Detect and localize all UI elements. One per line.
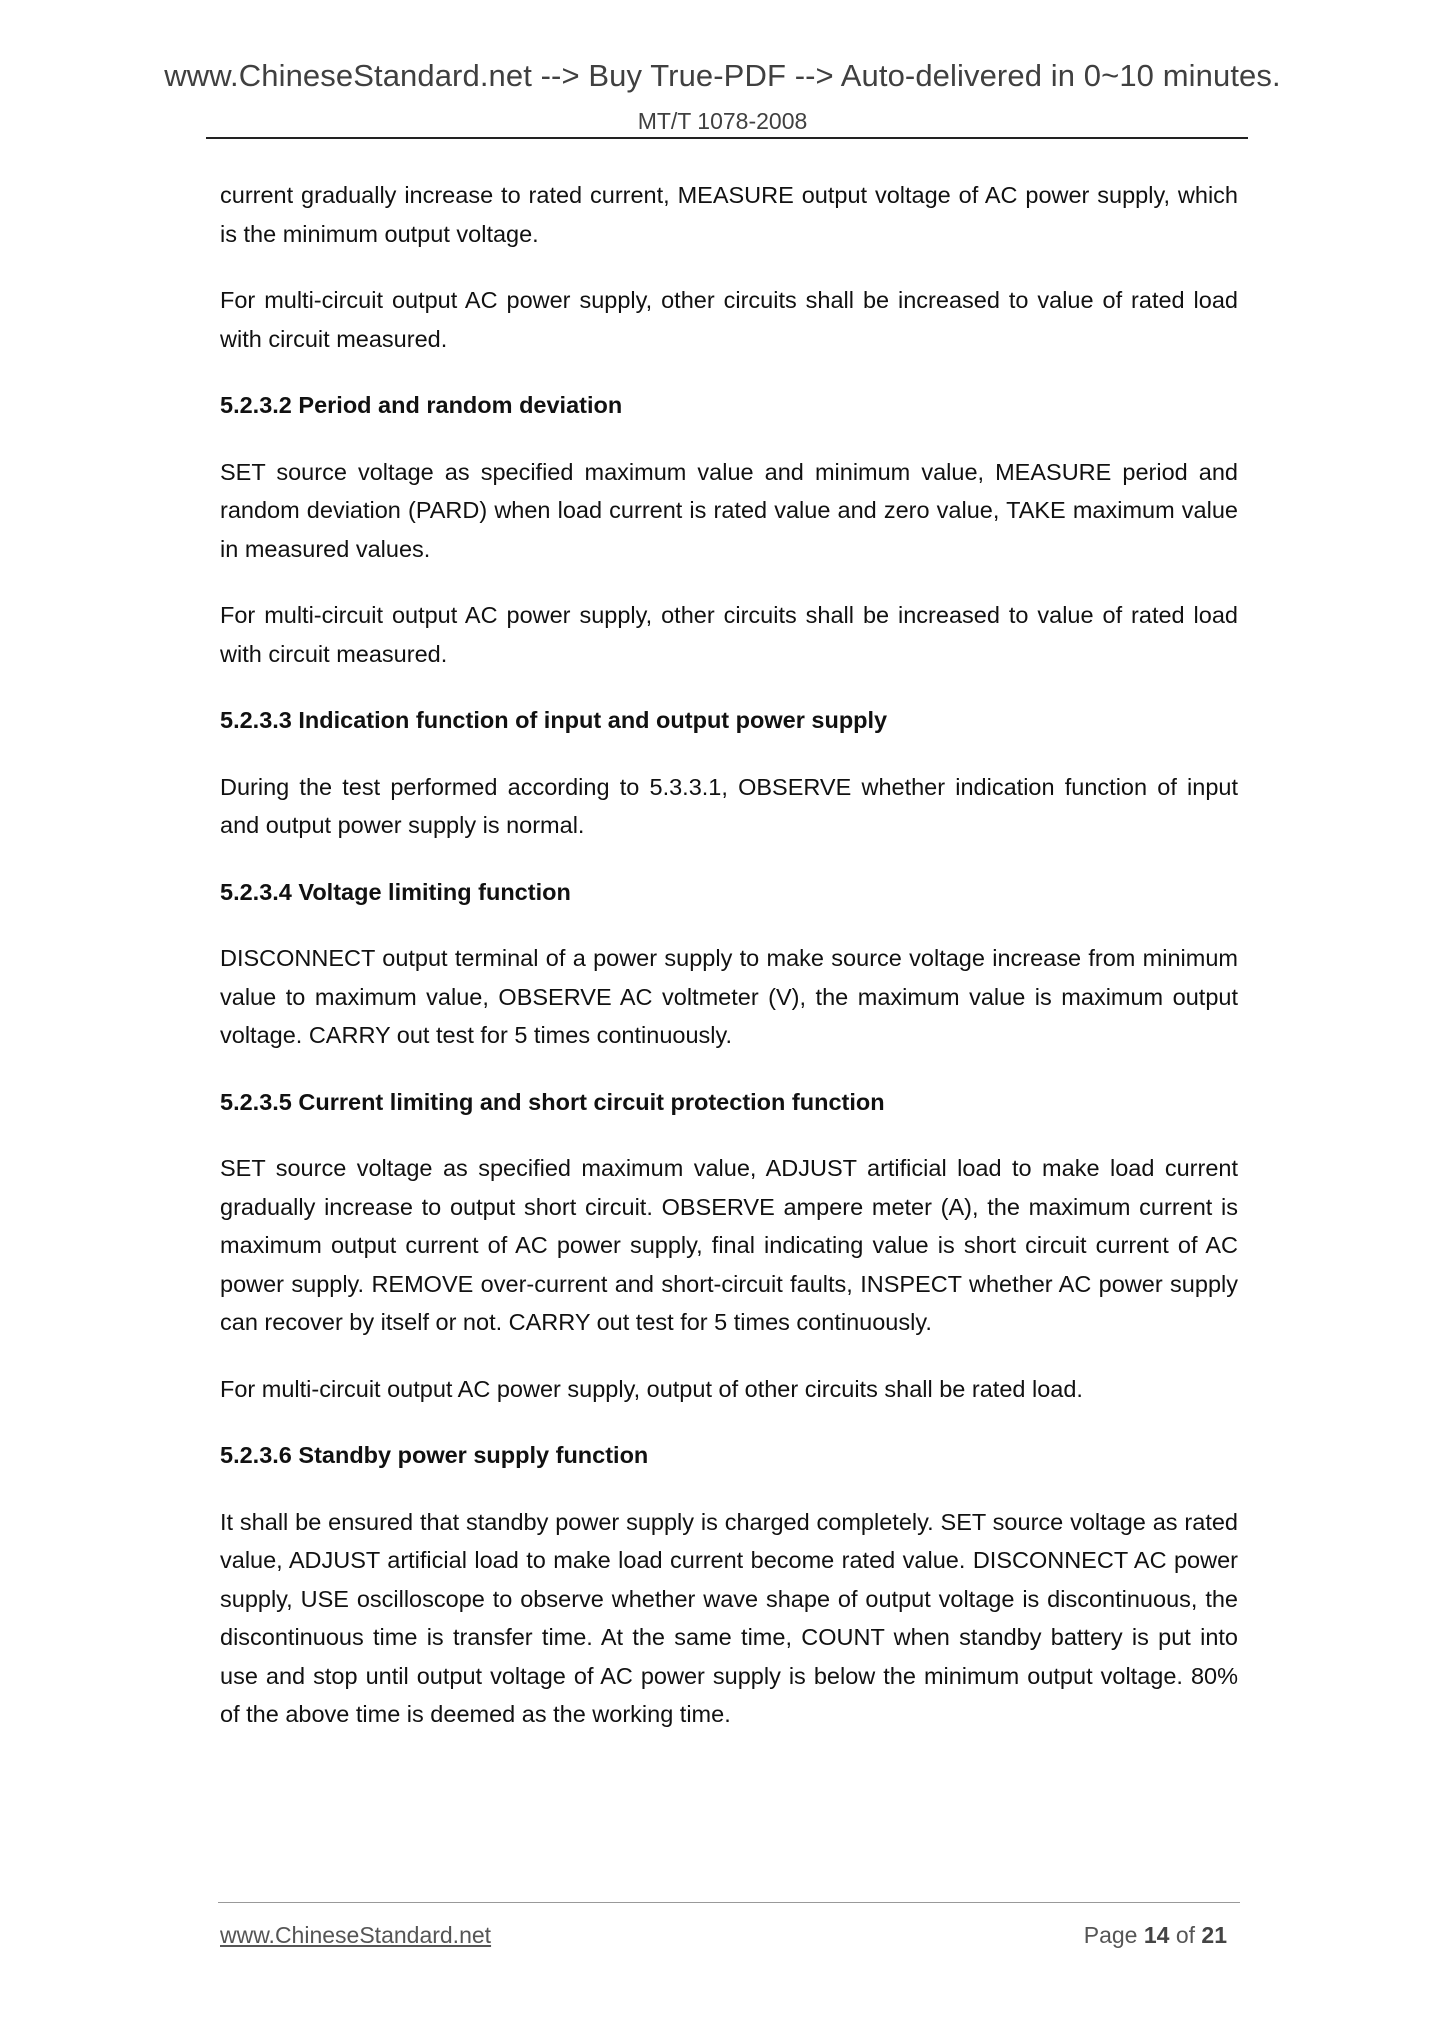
paragraph: For multi-circuit output AC power supply, other circuits shall be increased to value of rated load with circuit measured. bbox=[220, 287, 1238, 352]
paragraph: current gradually increase to rated current, MEASURE output voltage of AC power supply, which is the minimum output voltage. bbox=[220, 182, 1238, 247]
header-divider bbox=[206, 137, 1248, 139]
page-number bbox=[1084, 1922, 1227, 1949]
document-body bbox=[220, 176, 1238, 1762]
paragraph: During the test performed according to 5.3.3.1, OBSERVE whether indication function of input and output power supply is normal. bbox=[220, 773, 1238, 838]
footer-website-link[interactable]: www.ChineseStandard.net bbox=[220, 1922, 492, 1948]
section-heading-5-2-3-4: 5.2.3.4 Voltage limiting function bbox=[220, 878, 571, 905]
paragraph: SET source voltage as specified maximum value and minimum value, MEASURE period and random deviation (PARD) when load current is rated value and zero value, TAKE maximum value in measured values. bbox=[220, 458, 1238, 562]
paragraph: For multi-circuit output AC power supply, output of other circuits shall be rated load. bbox=[220, 1375, 1083, 1402]
paragraph: DISCONNECT output terminal of a power supply to make source voltage increase from minimum value to maximum value, OBSERVE AC voltmeter (V), the maximum value is maximum output voltage. CARRY out test for 5 times continuously. bbox=[220, 945, 1238, 1048]
page-label: Page bbox=[1083, 1922, 1138, 1948]
section-heading-5-2-3-2: 5.2.3.2 Period and random deviation bbox=[220, 392, 623, 418]
standard-code: MT/T 1078-2008 bbox=[637, 108, 808, 134]
page-current: 14 bbox=[1143, 1922, 1170, 1948]
footer-divider bbox=[218, 1902, 1240, 1903]
paragraph: It shall be ensured that standby power supply is charged completely. SET source voltage as rated value, ADJUST artificial load to make load current become rated value. DISCONNECT AC power supply, USE oscilloscope to observe whether wave shape of output voltage is discontinuous, the discontinuous time is transfer time. At the same time, COUNT when standby battery is put into use and stop until output voltage of AC power supply is below the minimum output voltage. 80% of the above time is deemed as the working time. bbox=[220, 1508, 1238, 1727]
section-heading-5-2-3-5: 5.2.3.5 Current limiting and short circuit protection function bbox=[220, 1088, 885, 1115]
section-heading-5-2-3-3: 5.2.3.3 Indication function of input and output power supply bbox=[220, 707, 888, 733]
page-of: of bbox=[1175, 1922, 1196, 1948]
page-total: 21 bbox=[1201, 1922, 1227, 1948]
header-banner: www.ChineseStandard.net --> Buy True-PDF --> Auto-delivered in 0~10 minutes. bbox=[164, 58, 1281, 93]
section-heading-5-2-3-6: 5.2.3.6 Standby power supply function bbox=[220, 1442, 649, 1468]
paragraph: For multi-circuit output AC power supply, other circuits shall be increased to value of rated load with circuit measured. bbox=[220, 602, 1238, 667]
paragraph: SET source voltage as specified maximum value, ADJUST artificial load to make load current gradually increase to output short circuit. OBSERVE ampere meter (A), the maximum current is maximum output current of AC power supply, final indicating value is short circuit current of AC power supply. REMOVE over-current and short-circuit faults, INSPECT whether AC power supply can recover by itself or not. CARRY out test for 5 times continuously. bbox=[220, 1155, 1238, 1335]
